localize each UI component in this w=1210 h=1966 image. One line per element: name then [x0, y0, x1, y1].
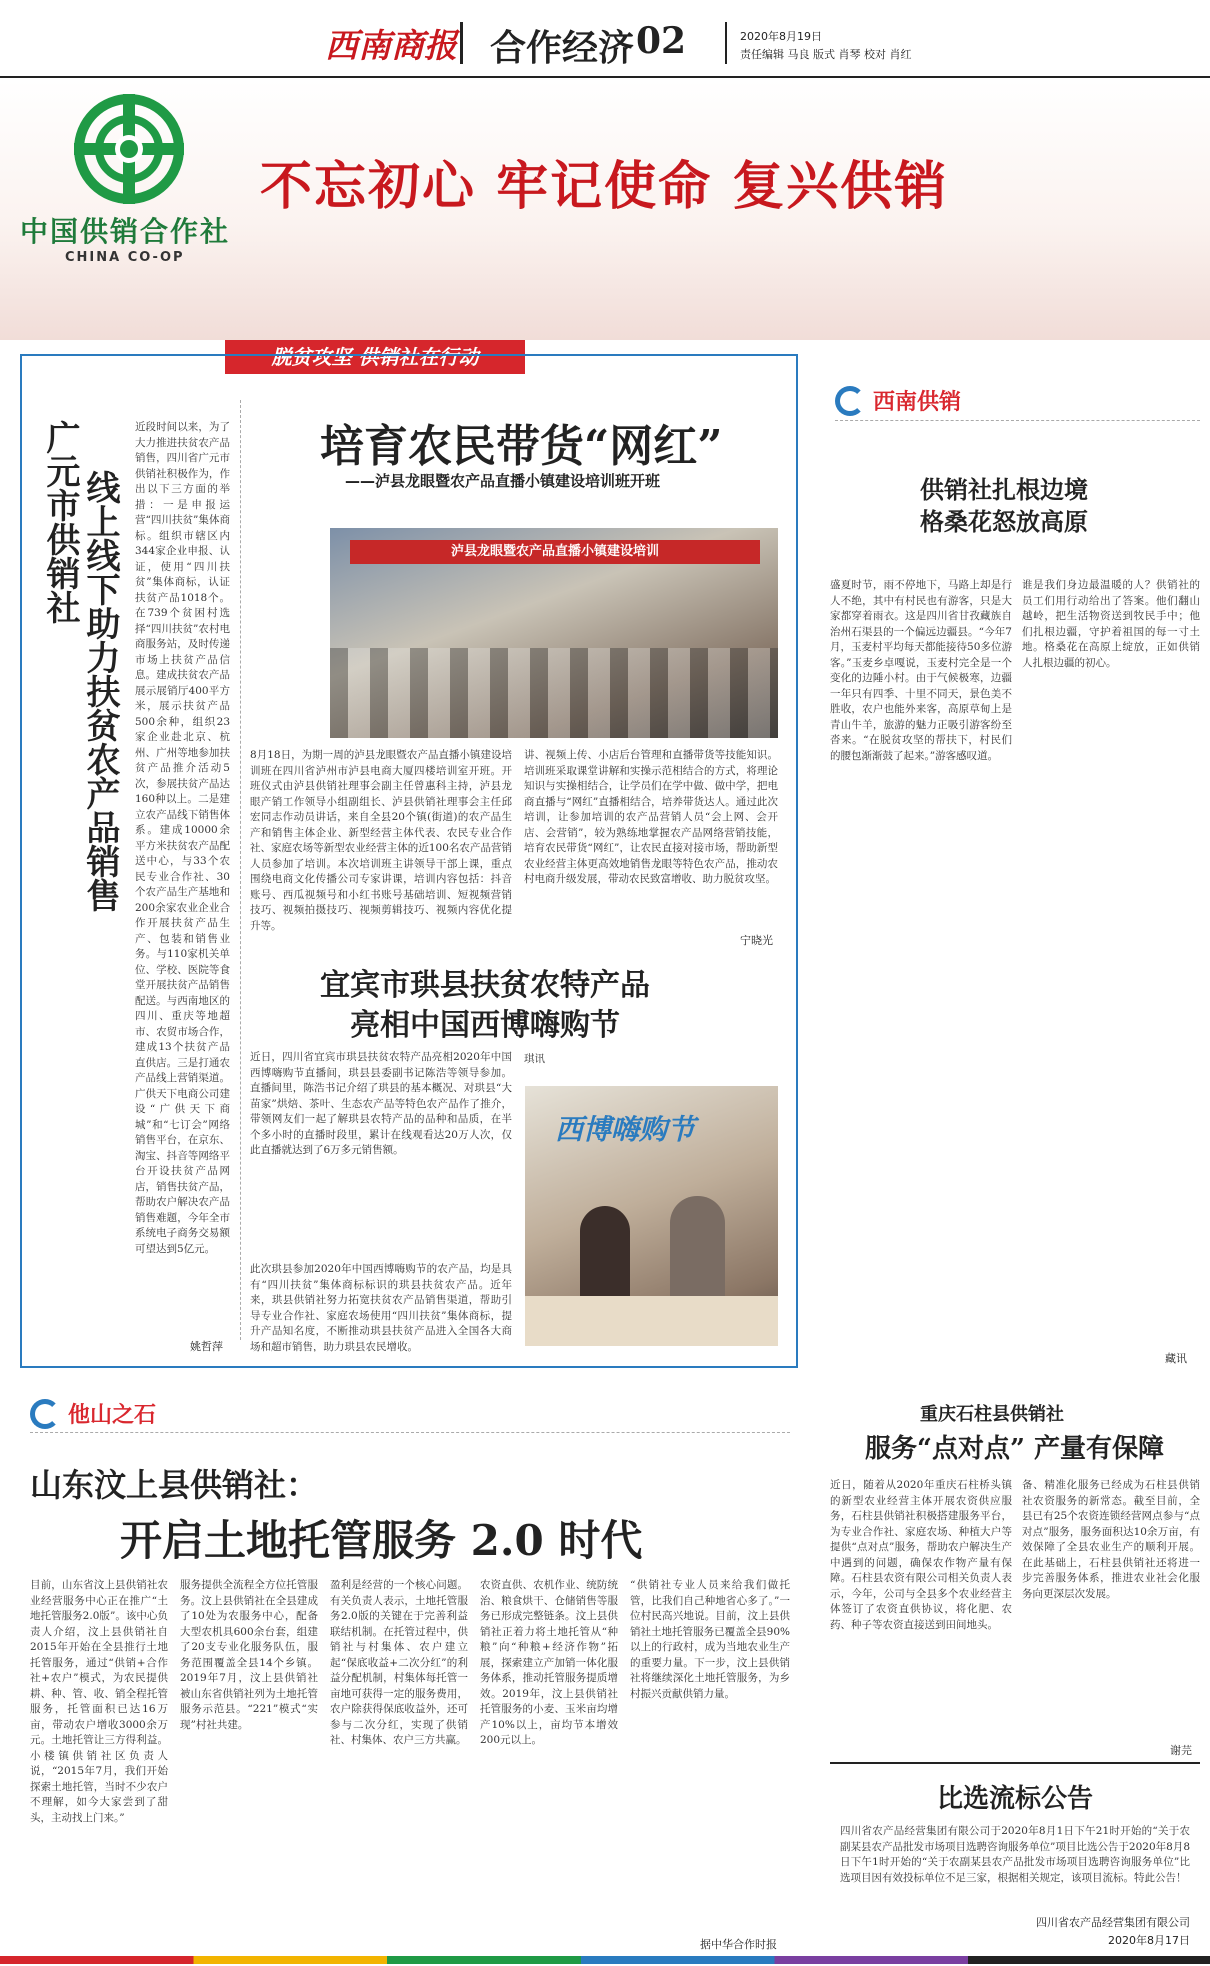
luxian-photo [330, 528, 778, 738]
notice-title: 比选流标公告 [936, 1784, 1093, 1814]
tashan-rule [30, 1432, 790, 1433]
shandong-title: 开启土地托管服务 2.0 时代 [120, 1516, 643, 1565]
tashan-label: 他山之石 [30, 1398, 156, 1429]
guangyuan-divider [240, 400, 241, 1340]
luxian-body-b: 讲、视频上传、小店后台管理和直播带货等技能知识。培训班采取课堂讲解和实操示范相结合的方式，将理论知识与实操相结合，让学员们在学中做、做中学，把电商直播与“网红”直播相结合，培养带货达人。通过此次培训，让参加培训的农产品营销人员“会上网、会开店、会营销”，较为熟练地掌握农产品网络营销技能，培育农民带货“网红”，让农民直接对接市场，帮助新型农业经营主体更高效地销售龙眼等特色农产品，推动农村电商升级发展，带动农民致富增收、助力脱贫攻坚。 [524, 749, 778, 885]
shizhu-body-a: 近日，随着从2020年重庆石柱桥头镇的新型农业经营主体开展农资供应服务，石柱县供销社积极搭建服务平台，为专业合作社、家庭农场、种植大户等提供“点对点”服务，帮助农户解决生产中遇到的问题，确保农作物产量有保障。石柱县农资有限公司相关负责人表示，今年，公司与全县多个农业经营主体签订了农资直供协议，将化肥、农药、种子等农资直接送到田间地头。 [830, 1479, 1012, 1631]
shandong-col-5: “供销社专业人员来给我们做托管，比我们自己种地省心多了。”一位村民高兴地说。目前，汶上县供销社土地托管服务已覆盖全县90%以上的行政村，成为当地农业生产的重要力量。下一步，汶上县供销社将继续深化土地托管服务，为乡村振兴贡献供销力量。 [630, 1579, 790, 1700]
guangyuan-body: 近段时间以来，为了大力推进扶贫农产品销售，四川省广元市供销社积极作为，作出以下三方面的举措：一是申报运营“四川扶贫”集体商标。组织市辖区内344家企业申报、认证，使用“四川扶贫”集体商标，认证扶贫产品1018个。在739个贫困村选择“四川扶贫”农村电商服务站，及时传递市场上扶贫产品信息。建成扶贫农产品展示展销厅400平方米，展示扶贫产品500余种，组织23家企业赴北京、杭州、广州等地参加扶贫产品推介活动5次，参展扶贫产品达160种以上。二是建立农产品线下销售体系。建成10000余平方米扶贫农产品配送中心，与33个农民专业合作社、30个农产品生产基地和200余家农业企业合作开展扶贫产品生产、包装和销售业务。与110家机关单位、学校、医院等食堂开展扶贫产品销售配送。与西南地区的四川、重庆等地超市、农贸市场合作，建成13个扶贫产品直供店。三是打通农产品线上营销渠道。广供天下电商公司建设“广供天下商城”和“七订会”网络销售平台，在京东、淘宝、抖音等网络平台开设扶贫产品网店，销售扶贫产品，帮助农户解决农产品销售难题，今年全市系统电子商务交易额可望达到5亿元。 [135, 421, 230, 1255]
product-table [525, 1296, 778, 1346]
shizhu-title-b: 服务“点对点” 产量有保障 [865, 1434, 1164, 1464]
shandong-col-2: 服务提供全流程全方位托管服务。汶上县供销社在全县建成了10处为农服务中心，配备大型农机具600余台套，组建了20支专业化服务队伍，服务范围覆盖全县14个乡镇。2019年7月，汶上县供销社被山东省供销社列为土地托管服务示范县。“221”模式“实现”村社共建。 [180, 1579, 318, 1731]
shandong-col-3: 盈利是经营的一个核心问题。有关负责人表示，土地托管服务2.0版的关键在于完善利益联结机制。在托管过程中，供销社与村集体、农户建立起“保底收益+二次分红”的利益分配机制，村集体每托管一亩地可获得一定的服务费用，农户除获得保底收益外，还可参与二次分红，实现了供销社、村集体、农户三方共赢。 [330, 1579, 468, 1746]
classroom-rows [330, 648, 778, 738]
southwest-body-d: 谁是我们身边最温暖的人？供销社的员工们用行动给出了答案。他们翻山越岭，把生活物资送到牧民手中；他们扎根边疆，守护着祖国的每一寸土地。格桑花在高原上绽放，正如供销人扎根边疆的初心。 [1022, 579, 1200, 669]
yibin-title-b: 亮相中国西博嗨购节 [350, 1008, 620, 1043]
shizhu-body-b: 备、精准化服务已经成为石柱县供销社农资服务的新常态。截至目前，全县已有25个农资连锁经营网点参与“点对点”服务，服务面积达10余万亩，有效保障了全县农业生产的顺利开展。在此基础上，石柱县供销社还将进一步完善服务体系，推进农业社会化服务向更深层次发展。 [1022, 1479, 1200, 1600]
yibin-title-a: 宜宾市珙县扶贫农特产品 [320, 968, 650, 1003]
masthead-divider [460, 22, 463, 64]
org-name-en: CHINA CO-OP [65, 250, 185, 265]
shandong-col-1: 目前，山东省汶上县供销社农业经营服务中心正在推广“土地托管服务2.0版”。该中心负责人介绍，汶上县供销社自2015年开始在全县推行土地托管服务，通过“供销+合作社+农户”模式，为农民提供耕、种、管、收、销全程托管服务，托管面积已达16万亩，带动农户增收3000余万元。土地托管让三方得利益。小楼镇供销社区负责人说，“2015年7月，我们开始探索土地托管，当时不少农户不理解，如今大家尝到了甜头，主动找上门来。” [30, 1579, 168, 1824]
southwest-label: 西南供销 [835, 385, 961, 416]
shandong-byline: 据中华合作时报 [700, 1938, 777, 1951]
luxian-byline: 宁晓光 [740, 934, 773, 947]
shandong-col-4: 农资直供、农机作业、统防统治、粮食烘干、仓储销售等服务已形成完整链条。汶上县供销社正着力将土地托管从“种粮”向“种粮+经济作物”拓展，探索建立产加销一体化服务体系，推动托管服务提质增效。2019年，汶上县供销社托管服务的小麦、玉米亩均增产10%以上，亩均节本增效200元以上。 [480, 1579, 618, 1746]
org-name-cn: 中国供销合作社 [20, 215, 231, 248]
special-label: 脱贫攻坚 供销社在行动 [225, 340, 525, 374]
yibin-body-a: 近日，四川省宜宾市珙县扶贫农特产品亮相2020年中国西博嗨购节直播间，珙县县委副书记陈浩等领导参加。直播间里，陈浩书记介绍了珙县的基本概况、对珙县“大苗家”烘焙、茶叶、生态农产品等特色农产品作了推介，带领网友们一起了解珙县农特产品的品种和品质，在半个多小时的直播时段里，累计在线观看达20万人次，仅此直播就达到了6万多元销售额。 [250, 1051, 512, 1156]
notice-body: 四川省农产品经营集团有限公司于2020年8月1日下午21时开始的“关于农副某县农产品批发市场项目选聘咨询服务单位”项目比选公告于2020年8月8日下午1时开始的“关于农副某县农产品批发市场项目选聘咨询服务单位”比选项目因有效投标单位不足三家，根据相关规定，该项目流标。特此公告！ [840, 1825, 1190, 1884]
luxian-subtitle: ——泸县龙眼暨农产品直播小镇建设培训班开班 [345, 472, 661, 490]
bottom-color-strip [0, 1956, 1210, 1964]
guangyuan-title-b: 线上线下助力扶贫农产品销售 [80, 470, 120, 912]
yibin-intro-right [524, 1052, 778, 1084]
southwest-rule [835, 420, 1200, 421]
notice-date: 2020年8月17日 [1108, 1934, 1190, 1947]
luxian-title: 培育农民带货“网红” [320, 421, 723, 472]
tashan-ring-icon [30, 1399, 60, 1429]
notice-signer: 四川省农产品经营集团有限公司 [1036, 1916, 1190, 1929]
masthead-rule [0, 76, 1210, 78]
banner [0, 80, 1210, 340]
page-number: 02 [636, 20, 687, 62]
southwest-title-b: 格桑花怒放高原 [920, 507, 1088, 536]
banner-slogan: 不忘初心 牢记使命 复兴供销 [260, 156, 949, 217]
yibin-body-b: 此次珙县参加2020年中国西博嗨购节的农产品，均是具有“四川扶贫”集体商标标识的珙县扶贫农产品。近年来，珙县供销社努力拓宽扶贫农产品销售渠道，帮助引导专业合作社、家庭农场使用“四川扶贫”集体商标，提升产品知名度，不断推动珙县扶贫产品进入全国各大商场和超市销售，助力珙县农民增收。 [250, 1263, 512, 1352]
guangyuan-title-a: 广元市供销社 [40, 420, 80, 624]
shizhu-byline: 谢芫 [1170, 1744, 1192, 1757]
yibin-photo [525, 1086, 778, 1346]
southwest-ring-icon [835, 386, 865, 416]
luxian-photo-banner: 泸县龙眼暨农产品直播小镇建设培训 [350, 540, 760, 564]
section-name: 合作经济 [490, 27, 635, 69]
yibin-byline: 琪讯 [524, 1053, 545, 1065]
southwest-title-a: 供销社扎根边境 [920, 475, 1088, 504]
notice-box [830, 1762, 1200, 1954]
publish-date: 2020年8月19日 [740, 30, 822, 43]
masthead [0, 0, 1210, 78]
yibin-photo-sign: 西博嗨购节 [555, 1113, 696, 1146]
southwest-body-a: 盛夏时节，雨不停地下，马路上却是行人不绝，其中有村民也有游客，只是大家都穿着雨衣。这是四川省甘孜藏族自治州石渠县的一个偏远边疆县。“今年7月，玉麦村平均每天都能接待50多位游客。”玉麦乡卓嘎说，玉麦村完全是一个变化的边陲小村。由于气候极寒，边疆一年只有四季、十里不同天，景色美不胜收，农户也能外来客，高原草甸上是青山牛羊，旅游的魅力正吸引游客纷至沓来。“在脱贫攻坚的帮扶下，村民们的腰包渐渐鼓了起来。”游客感叹道。 [830, 579, 1012, 762]
shandong-kicker: 山东汶上县供销社： [30, 1466, 319, 1504]
guangyuan-byline: 姚哲萍 [190, 1340, 223, 1353]
paper-name: 西南商报 [325, 26, 457, 65]
luxian-body-a: 8月18日，为期一周的泸县龙眼暨农产品直播小镇建设培训班在四川省泸州市泸县电商大厦四楼培训室开班。开班仪式由泸县供销社理事会副主任曾惠科主持，泸县龙眼产销工作领导小组副组长、泸县供销社理事会主任邱宏同志作动员讲话，来自全县20个镇(街道)的农产品生产和销售主体企业、新型经营主体代表、农民专业合作社、家庭农场等新型农业经营主体的近100名农产品营销人员参加了培训。本次培训班主讲领导干部上课，重点围绕电商文化传播公司专家讲课，培训内容包括：抖音账号、西瓜视频号和小红书账号基础培训、短视频营销技巧、视频拍摄技巧、视频剪辑技巧、视频内容优化提升等。 [250, 749, 512, 932]
editors: 责任编辑 马良 版式 肖琴 校对 肖红 [740, 48, 912, 61]
masthead-divider-2 [725, 22, 727, 64]
southwest-byline: 藏讯 [1165, 1352, 1187, 1365]
coop-logo-icon [70, 90, 188, 208]
shizhu-title-a: 重庆石柱县供销社 [920, 1404, 1064, 1425]
